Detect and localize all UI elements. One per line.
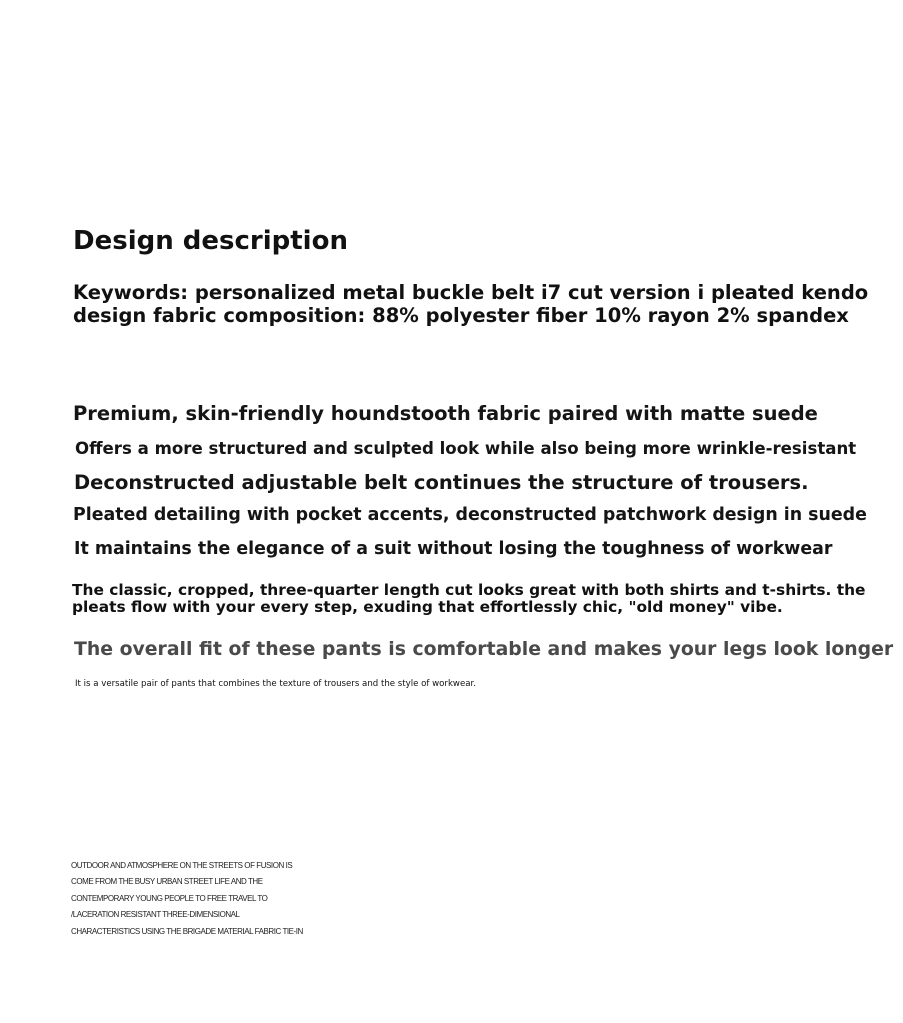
overall-fit-text: The overall fit of these pants is comfortable and makes your legs look longer (74, 639, 894, 660)
footer-line: OUTDOOR AND ATMOSPHERE ON THE STREETS OF FUSION IS (71, 861, 293, 870)
feature-belt: Deconstructed adjustable belt continues the structure of trousers. (74, 471, 809, 494)
footer-line: /LACERATION RESISTANT THREE-DIMENSIONAL (71, 910, 240, 920)
classic-cut-line: pleats flow with your every step, exuding that effortlessly chic, "old money" vibe. (72, 598, 783, 616)
feature-pleats: Pleated detailing with pocket accents, deconstructed patchwork design in suede (73, 505, 867, 525)
versatile-text: It is a versatile pair of pants that combines the texture of trousers and the style of workwear. (75, 679, 476, 689)
keywords-paragraph (73, 281, 868, 327)
classic-cut-line: The classic, cropped, three-quarter length cut looks great with both shirts and t-shirts. the (72, 581, 866, 599)
feature-fabric: Premium, skin-friendly houndstooth fabric paired with matte suede (73, 402, 818, 425)
feature-structure: Offers a more structured and sculpted look while also being more wrinkle-resistant (75, 439, 857, 458)
keywords-line: design fabric composition: 88% polyester fiber 10% rayon 2% spandex (73, 304, 849, 327)
keywords-line: Keywords: personalized metal buckle belt i7 cut version i pleated kendo (73, 281, 869, 304)
footer-line: CONTEMPORARY YOUNG PEOPLE TO FREE TRAVEL TO (71, 893, 268, 903)
footer-line: COME FROM THE BUSY URBAN STREET LIFE AND THE (71, 877, 263, 887)
footer-text-block (71, 858, 303, 940)
classic-cut-paragraph (72, 582, 866, 616)
footer-line: CHARACTERISTICS USING THE BRIGADE MATERIAL FABRIC TIE-IN (71, 926, 303, 936)
section-title: Design description (73, 226, 348, 256)
feature-elegance: It maintains the elegance of a suit without losing the toughness of workwear (74, 539, 833, 559)
